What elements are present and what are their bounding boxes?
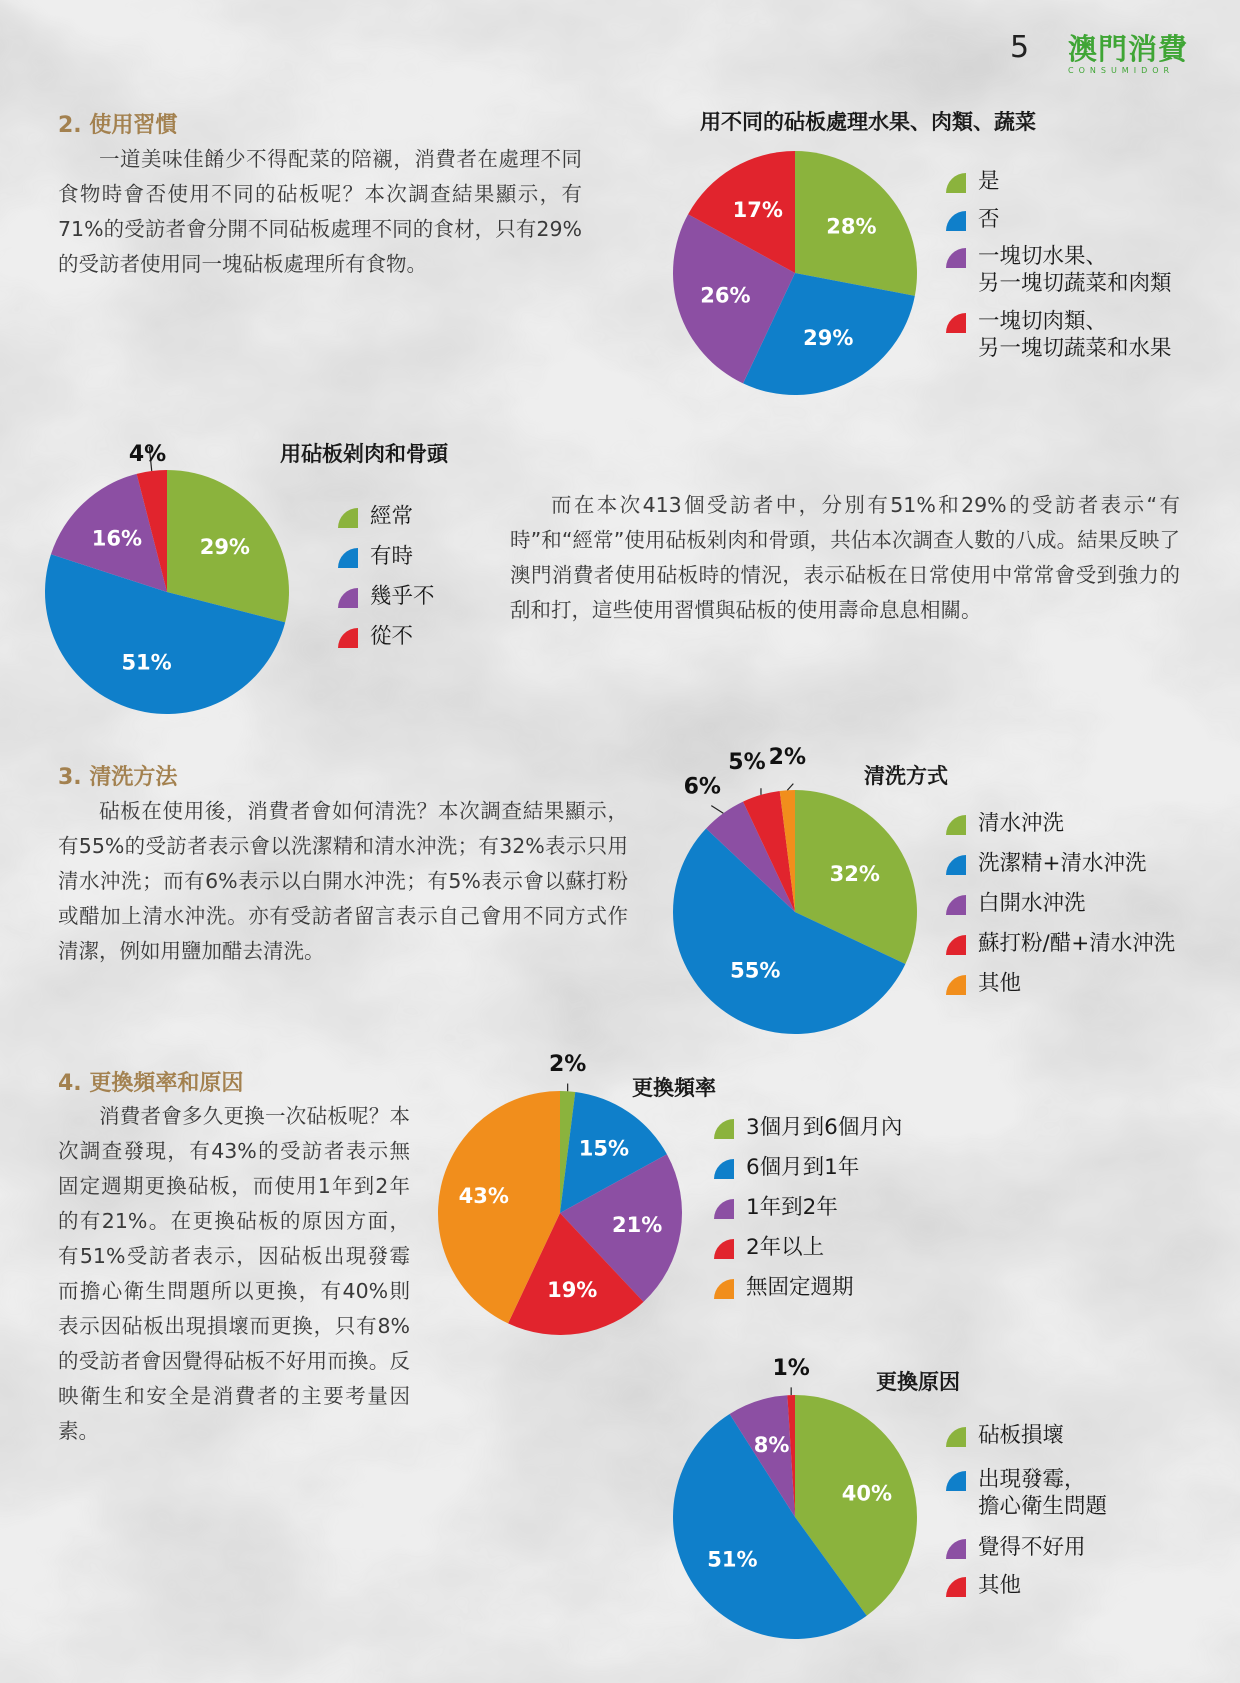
chart4-label-4: 43%	[458, 1183, 509, 1208]
pie-swatch-icon	[338, 548, 358, 568]
chart5-label-3: 1%	[772, 1356, 810, 1382]
chart4-label-3: 19%	[547, 1278, 598, 1303]
chart5-label-0: 40%	[841, 1481, 893, 1506]
chart5-label-1: 51%	[707, 1547, 758, 1572]
chart5-title: 更換原因	[876, 1370, 960, 1394]
pie-swatch-icon	[946, 1577, 966, 1597]
chart5-pie	[670, 1350, 930, 1650]
cleaning-paragraph	[58, 794, 628, 969]
chart3-label-4: 2%	[768, 745, 807, 771]
pie-swatch-icon	[946, 173, 966, 193]
chart3-legend-label-1: 洗潔精+清水沖洗	[978, 851, 1147, 876]
replace-paragraph-text: 消費者會多久更換一次砧板呢？本次調查發現，有43%的受訪者表示無固定週期更換砧板，而使用1年到2年的有21%。在更換砧板的原因方面，有51%受訪者表示，因砧板出現發霉而擔心衛生問題所以更換，有40%則表示因砧板出現損壞而更換，只有8%的受訪者會因覺得砧板不好用而換。反映衛生和安全是消費者的主要考量因素。	[58, 1104, 410, 1443]
chart5-label-2: 8%	[753, 1433, 790, 1458]
pie-swatch-icon	[338, 588, 358, 608]
chart2-legend-label-2: 幾乎不	[370, 584, 435, 609]
chart4-label-2: 21%	[611, 1213, 663, 1238]
usage-paragraph-1-text: 一道美味佳餚少不得配菜的陪襯，消費者在處理不同食物時會否使用不同的砧板呢？本次調查結果顯示，有71%的受訪者會分開不同砧板處理不同的食材，只有29%的受訪者使用同一塊砧板處理所有食物。	[58, 147, 582, 276]
chart1-label-3: 17%	[732, 197, 783, 222]
chart2-label-3: 4%	[128, 441, 167, 467]
chart4-title: 更換頻率	[632, 1076, 716, 1100]
pie-swatch-icon	[714, 1279, 734, 1299]
chart2-title: 用砧板剁肉和骨頭	[280, 442, 448, 466]
pie-swatch-icon	[946, 313, 966, 333]
pie-swatch-icon	[714, 1119, 734, 1139]
chart2-legend-label-3: 從不	[370, 624, 414, 649]
consumer-logo	[1068, 34, 1188, 75]
cleaning-paragraph-text: 砧板在使用後，消費者會如何清洗？本次調查結果顯示，有55%的受訪者表示會以洗潔精和清水沖洗；有32%表示只用清水沖洗；而有6%表示以白開水沖洗；有5%表示會以蘇打粉或醋加上清水沖洗。亦有受訪者留言表示自己會用不同方式作清潔，例如用鹽加醋去清洗。	[58, 799, 628, 963]
chart5-legend-label-0: 砧板損壞	[978, 1423, 1065, 1448]
pie-swatch-icon	[946, 211, 966, 231]
chart1-label-0: 28%	[826, 214, 877, 239]
pie-swatch-icon	[946, 1539, 966, 1559]
pie-swatch-icon	[946, 935, 966, 955]
chart4-legend-label-1: 6個月到1年	[746, 1155, 860, 1180]
section-heading-replace: 4. 更換頻率和原因	[58, 1071, 244, 1096]
pie-swatch-icon	[946, 815, 966, 835]
chart2-pie	[40, 425, 300, 725]
section-heading-usage: 2. 使用習慣	[58, 113, 178, 138]
chart4-legend-label-2: 1年到2年	[746, 1195, 838, 1220]
pie-swatch-icon	[946, 1471, 966, 1491]
chart5-legend-label-3: 其他	[978, 1573, 1022, 1598]
chart3-leader-4	[787, 784, 793, 791]
chart1-title: 用不同的砧板處理水果、肉類、蔬菜	[700, 110, 1036, 134]
chart3-pie	[670, 745, 930, 1045]
chart1-legend-label-3: 一塊切肉類、 另一塊切蔬菜和水果	[978, 309, 1172, 361]
usage-paragraph-1	[58, 142, 582, 282]
chart1-label-2: 26%	[700, 283, 751, 308]
chart4-legend-label-3: 2年以上	[746, 1235, 825, 1260]
pie-swatch-icon	[946, 248, 966, 268]
chart5-legend-label-2: 覺得不好用	[978, 1535, 1086, 1560]
chart2-legend-label-0: 經常	[370, 504, 414, 529]
chart3-legend-label-2: 白開水沖洗	[978, 891, 1086, 916]
pie-swatch-icon	[946, 1427, 966, 1447]
chart1-pie	[670, 148, 920, 398]
chart4-legend-label-0: 3個月到6個月內	[746, 1115, 903, 1140]
logo-subtext: CONSUMIDOR	[1068, 66, 1175, 75]
logo-text: 澳門消費	[1068, 32, 1189, 66]
chart3-legend-label-0: 清水沖洗	[978, 811, 1065, 836]
chart1-legend-label-0: 是	[978, 169, 1000, 194]
usage-paragraph-2	[510, 488, 1180, 628]
section-heading-cleaning: 3. 清洗方法	[58, 765, 178, 790]
chart2-label-0: 29%	[199, 535, 250, 560]
chart3-label-0: 32%	[829, 862, 880, 887]
chart4-legend-label-4: 無固定週期	[746, 1275, 854, 1300]
chart5-legend-label-1: 出現發霉， 擔心衛生問題	[978, 1467, 1108, 1519]
pie-swatch-icon	[338, 508, 358, 528]
pie-swatch-icon	[714, 1199, 734, 1219]
pie-swatch-icon	[946, 975, 966, 995]
chart2-label-1: 51%	[121, 650, 172, 675]
chart3-label-1: 55%	[730, 958, 781, 983]
chart3-leader-2	[711, 806, 723, 814]
pie-swatch-icon	[946, 855, 966, 875]
chart4-label-0: 2%	[548, 1052, 587, 1078]
chart3-title: 清洗方式	[864, 764, 948, 788]
page-number: 5	[1010, 30, 1030, 65]
chart1-label-1: 29%	[803, 326, 854, 351]
chart3-label-3: 5%	[728, 749, 766, 775]
pie-swatch-icon	[946, 895, 966, 915]
pie-swatch-icon	[338, 628, 358, 648]
chart1-legend-label-2: 一塊切水果、 另一塊切蔬菜和肉類	[978, 244, 1172, 296]
usage-paragraph-2-text: 而在本次413個受訪者中，分別有51%和29%的受訪者表示“有時”和“經常”使用砧板剁肉和骨頭，共佔本次調查人數的八成。結果反映了澳門消費者使用砧板時的情況，表示砧板在日常使用中常常會受到強力的刮和打，這些使用習慣與砧板的使用壽命息息相關。	[510, 493, 1180, 622]
chart1-legend-label-1: 否	[978, 207, 1000, 232]
pie-swatch-icon	[714, 1159, 734, 1179]
chart4-pie	[430, 1050, 690, 1350]
replace-paragraph	[58, 1099, 410, 1449]
pie-swatch-icon	[714, 1239, 734, 1259]
chart2-label-2: 16%	[91, 526, 143, 551]
chart2-legend-label-1: 有時	[370, 544, 414, 569]
chart3-label-2: 6%	[683, 774, 721, 800]
chart3-legend-label-4: 其他	[978, 971, 1022, 996]
chart3-legend-label-3: 蘇打粉/醋+清水沖洗	[978, 931, 1176, 956]
chart4-label-1: 15%	[578, 1136, 630, 1161]
